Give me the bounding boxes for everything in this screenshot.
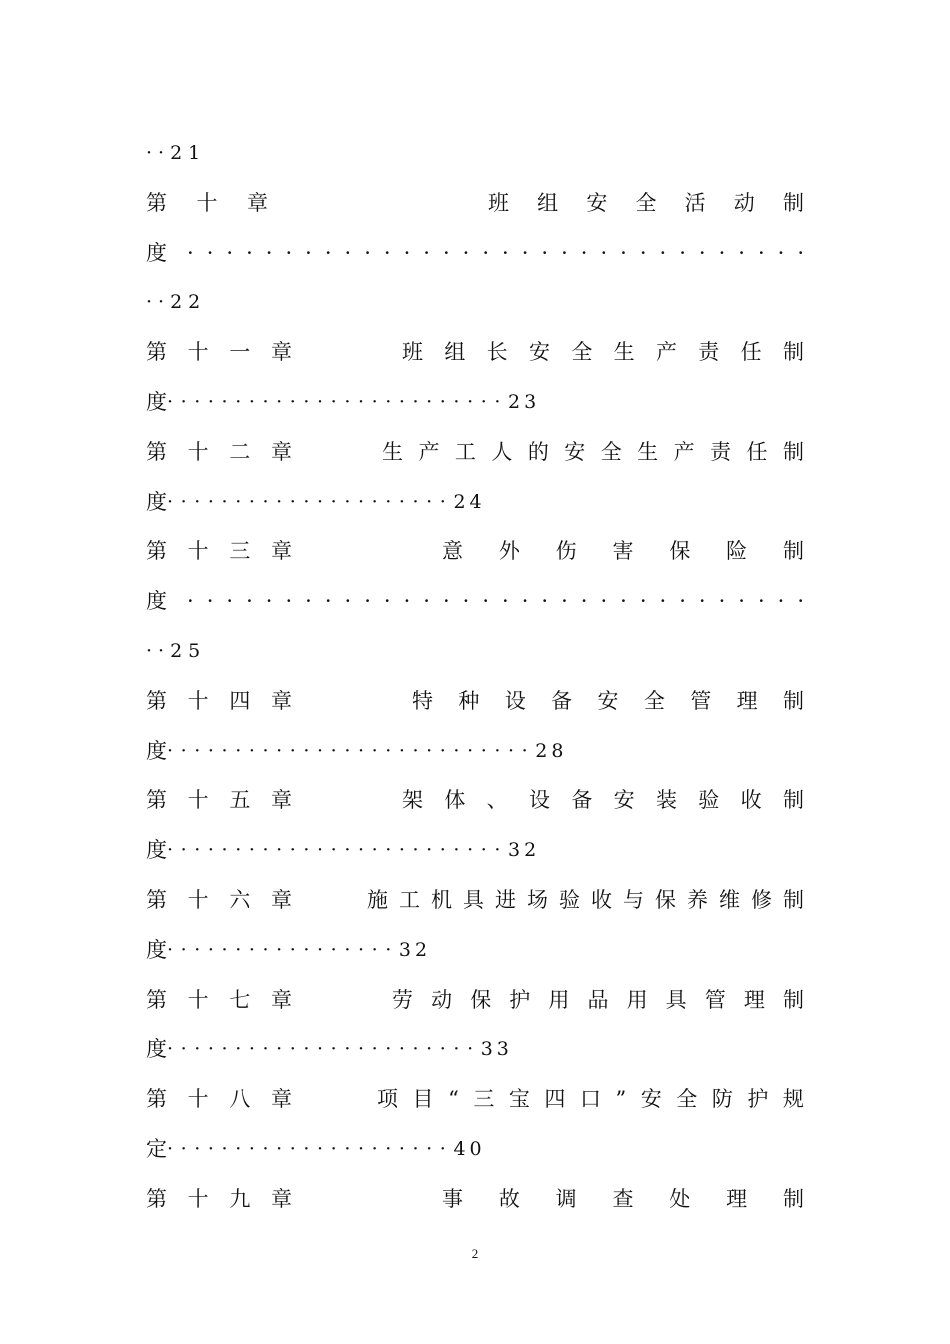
- toc-continuation: ··25: [146, 640, 207, 662]
- toc-chapter-visual: 第 十 五 章: [146, 788, 292, 813]
- toc-chapter-visual: 第 十 三 章: [146, 539, 292, 564]
- toc-chapter-visual: 第 十 一 章: [146, 340, 292, 365]
- toc-char: 度: [146, 738, 167, 763]
- toc-char: 度: [146, 1037, 167, 1062]
- toc-line: [146, 387, 804, 417]
- toc-chapter-visual: 第 十 九 章: [146, 1186, 292, 1211]
- toc-heading: [146, 1184, 804, 1214]
- toc-line: [146, 636, 804, 666]
- toc-line: [146, 138, 804, 168]
- toc-char: 度: [146, 838, 167, 863]
- toc-char: 度: [146, 589, 167, 614]
- toc-leader-dots: ·························: [167, 839, 508, 862]
- toc-leader-dots: ·····················: [167, 490, 454, 513]
- toc-line: [146, 487, 804, 517]
- toc-title-visual: 施 工 机 具 进 场 验 收 与 保 养 维 修 制: [367, 888, 804, 912]
- toc-page-number: 32: [398, 938, 432, 961]
- toc-chapter-visual: 第 十 四 章: [146, 688, 292, 713]
- toc-char: 度: [146, 489, 167, 514]
- toc-leader-dots: · · · · · · · · · · · · · · · · · · · · · · · · · · · · · · · ·: [187, 589, 804, 614]
- toc-page-number: 28: [535, 739, 568, 762]
- toc-title-visual: 意 外 伤 害 保 险 制: [442, 539, 804, 564]
- toc-chapter-visual: 第 十 八 章: [146, 1087, 292, 1112]
- toc-title-visual: 劳 动 保 护 用 品 用 具 管 理 制: [392, 987, 804, 1012]
- toc-chapter-visual: 第 十 章: [146, 190, 268, 215]
- toc-leader-dots: ·······················: [167, 1038, 481, 1061]
- toc-line: [146, 238, 804, 268]
- toc-char: 度: [146, 240, 167, 265]
- toc-char: 度: [146, 390, 167, 414]
- toc-heading: [146, 1084, 804, 1114]
- toc-title-visual: 特 种 设 备 安 全 管 理 制: [412, 688, 804, 713]
- toc-title-visual: 生 产 工 人 的 安 全 生 产 责 任 制: [382, 439, 804, 464]
- toc-title-visual: 班 组 长 安 全 生 产 责 任 制: [402, 340, 804, 365]
- toc-page-number: 32: [508, 839, 541, 862]
- toc-leader-dots: ·····················: [167, 1138, 454, 1160]
- toc-line: [146, 935, 804, 965]
- toc-leader-dots: ···························: [167, 739, 536, 762]
- toc-continuation: ··22: [146, 291, 207, 314]
- toc-leader-dots: ·························: [167, 391, 508, 413]
- toc-heading: [146, 536, 804, 566]
- toc-line: [146, 586, 804, 616]
- page-number: 2: [471, 1246, 479, 1261]
- toc-char: 定: [146, 1137, 167, 1161]
- toc-page-number: 24: [453, 490, 486, 513]
- toc-title-visual: 班 组 安 全 活 动 制: [488, 190, 804, 215]
- toc-chapter-visual: 第 十 七 章: [146, 987, 292, 1012]
- toc-leader-dots: ·················: [167, 938, 399, 961]
- toc-heading: [146, 686, 804, 716]
- toc-title-visual: 事 故 调 查 处 理 制: [442, 1186, 804, 1211]
- toc-heading: [146, 337, 804, 367]
- toc-line: [146, 736, 804, 766]
- toc-page-number: 33: [480, 1038, 513, 1061]
- toc-leader-dots: · · · · · · · · · · · · · · · · · · · · · · · · · · · · · · · ·: [187, 240, 804, 265]
- toc-char: 度: [146, 937, 167, 962]
- toc-continuation: ··21: [146, 142, 207, 164]
- toc-heading: [146, 188, 804, 218]
- toc-title-visual: 架 体 、 设 备 安 装 验 收 制: [402, 788, 804, 813]
- toc-heading: [146, 885, 804, 915]
- toc-line: [146, 835, 804, 865]
- toc-line: [146, 1134, 804, 1164]
- toc-chapter-visual: 第 十 六 章: [146, 888, 292, 912]
- toc-title-visual: 项 目 “ 三 宝 四 口 ” 安 全 防 护 规: [377, 1087, 804, 1112]
- toc-line: [146, 287, 804, 317]
- toc-heading: [146, 437, 804, 467]
- toc-page-number: 40: [453, 1138, 486, 1160]
- toc-heading: [146, 785, 804, 815]
- toc-chapter-visual: 第 十 二 章: [146, 439, 292, 464]
- toc-page-number: 23: [508, 391, 541, 413]
- toc-heading: [146, 985, 804, 1015]
- toc-line: [146, 1034, 804, 1064]
